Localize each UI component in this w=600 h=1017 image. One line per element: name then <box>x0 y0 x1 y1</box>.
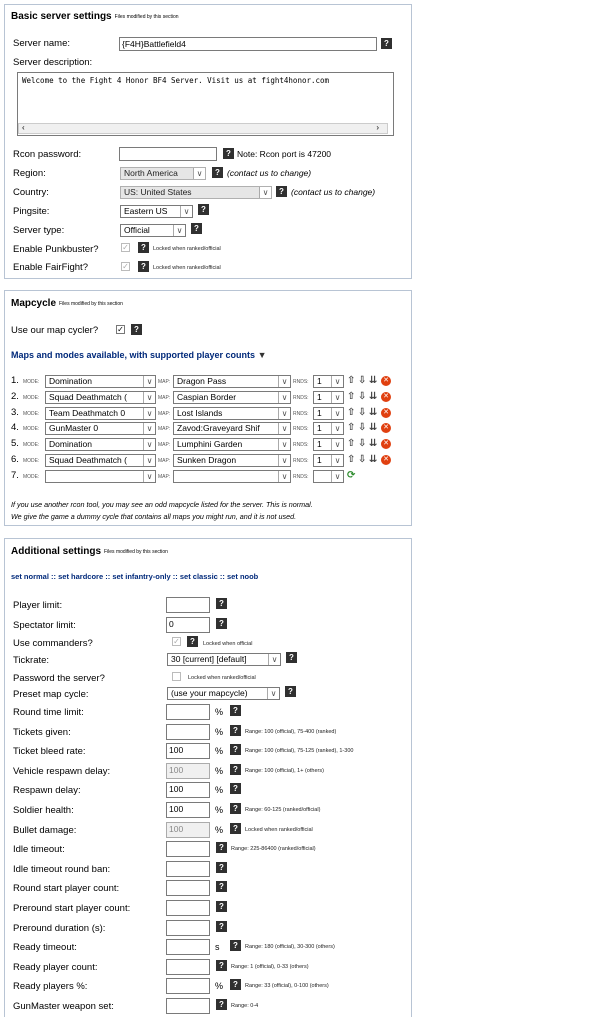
additional-settings-panel <box>4 538 412 1017</box>
ready-timeout-input[interactable] <box>166 939 210 955</box>
mode-label: MODE: <box>23 473 40 480</box>
idle-ban-input[interactable] <box>166 861 210 877</box>
mapcycle-title: Mapcycle Files modified by this section <box>11 298 123 309</box>
bullet-damage-note: Locked when ranked/official <box>245 826 313 833</box>
row-number: 2. <box>11 390 19 402</box>
delete-icon[interactable]: ✕ <box>381 455 391 465</box>
tickets-label: Tickets given: <box>13 726 71 738</box>
delete-icon[interactable]: ✕ <box>381 376 391 386</box>
map-label: MAP: <box>158 379 171 385</box>
idle-ban-label: Idle timeout round ban: <box>13 863 111 875</box>
round-time-label: Round time limit: <box>13 707 84 718</box>
bullet-damage-label: Bullet damage: <box>13 824 77 836</box>
round-time-input[interactable] <box>166 704 210 720</box>
punkbuster-label: Enable Punkbuster? <box>13 244 99 255</box>
idle-timeout-input[interactable] <box>166 841 210 857</box>
use-cycler-label: Use our map cycler? <box>11 325 99 336</box>
move-bottom-icon[interactable]: ⇊ <box>369 438 378 450</box>
help-icon[interactable]: ? <box>131 324 142 335</box>
fairfight-note: Locked when ranked/official <box>153 265 221 271</box>
help-icon[interactable]: ? <box>230 705 241 716</box>
bleed-input[interactable]: 100 <box>166 743 210 759</box>
move-top-icon[interactable]: ⇧ <box>347 406 356 418</box>
mode-select[interactable]: GunMaster 0 ∨ <box>45 422 156 435</box>
map-label: MAP: <box>158 458 171 464</box>
pingsite-label: Pingsite: <box>13 206 50 217</box>
row-number: 1. <box>11 375 19 386</box>
spectator-limit-input[interactable]: 0 <box>166 617 210 633</box>
move-down-icon[interactable]: ⇩ <box>358 438 367 450</box>
fairfight-label: Enable FairFight? <box>13 262 88 273</box>
idle-timeout-note: Range: 225-86400 (ranked/official) <box>231 846 316 853</box>
fairfight-checkbox: ✓ <box>122 262 129 271</box>
help-icon[interactable]: ? <box>230 940 241 951</box>
region-note: (contact us to change) <box>227 168 312 178</box>
mode-label: MODE: <box>23 379 40 385</box>
delete-icon[interactable]: ✕ <box>381 392 391 402</box>
help-icon[interactable]: ? <box>230 764 241 775</box>
mapcycle-row <box>5 375 405 389</box>
rounds-select[interactable]: 1 ∨ <box>313 422 344 435</box>
map-select[interactable] <box>173 470 291 483</box>
help-icon[interactable]: ? <box>223 148 234 159</box>
bleed-label: Ticket bleed rate: <box>13 746 86 758</box>
help-icon[interactable]: ? <box>138 242 149 253</box>
pingsite-select[interactable]: Eastern US ∨ <box>120 205 193 218</box>
move-bottom-icon[interactable]: ⇊ <box>369 390 378 402</box>
scroll-right-icon[interactable]: › <box>376 123 379 132</box>
rcon-label: Rcon password: <box>13 149 82 160</box>
help-icon[interactable]: ? <box>216 881 227 892</box>
help-icon[interactable]: ? <box>216 618 227 629</box>
bullet-damage-unit: % <box>215 824 224 835</box>
ready-percent-note: Range: 33 (official), 0-100 (others) <box>245 983 329 990</box>
use-cycler-checkbox[interactable]: ✓ <box>117 325 124 334</box>
rounds-label: RNDS: <box>293 442 309 449</box>
rounds-select[interactable]: 1 ∨ <box>313 375 344 388</box>
country-note: (contact us to change) <box>291 187 376 197</box>
round-start-label: Round start player count: <box>13 883 120 895</box>
help-icon[interactable]: ? <box>191 223 202 234</box>
tickets-note: Range: 100 (official), 75-400 (ranked) <box>245 728 337 735</box>
server-type-select[interactable]: Official ∨ <box>120 224 186 237</box>
move-bottom-icon[interactable]: ⇊ <box>369 454 378 465</box>
delete-icon[interactable]: ✕ <box>381 439 391 449</box>
move-down-icon[interactable]: ⇩ <box>358 406 367 418</box>
help-icon[interactable]: ? <box>216 842 227 853</box>
move-top-icon[interactable]: ⇧ <box>347 390 356 402</box>
respawn-unit: % <box>215 785 224 796</box>
move-down-icon[interactable]: ⇩ <box>358 390 367 402</box>
mapcycle-footnote-2: We give the game a dummy cycle that contains all maps you might run, and it is not used. <box>11 512 297 521</box>
help-icon[interactable]: ? <box>285 686 296 697</box>
mode-select[interactable]: Domination ∨ <box>45 375 156 388</box>
mode-select[interactable]: Domination ∨ <box>45 438 156 451</box>
map-select[interactable]: Caspian Border ∨ <box>173 391 291 404</box>
ready-timeout-note: Range: 180 (official), 30-300 (others) <box>245 944 335 951</box>
rounds-select[interactable]: 1 ∨ <box>313 391 344 404</box>
mode-label: MODE: <box>23 458 40 464</box>
soldier-health-label: Soldier health: <box>13 805 74 816</box>
rounds-select[interactable] <box>313 470 344 483</box>
basic-settings-panel <box>4 4 412 279</box>
ready-count-note: Range: 1 (official), 0-33 (others) <box>231 963 309 970</box>
preround-duration-label: Preround duration (s): <box>13 922 106 934</box>
ready-count-label: Ready player count: <box>13 961 98 973</box>
vehicle-respawn-label: Vehicle respawn delay: <box>13 765 111 777</box>
map-label: MAP: <box>158 442 171 449</box>
mode-label: MODE: <box>23 410 40 417</box>
punkbuster-note: Locked when ranked/official <box>153 246 221 252</box>
player-limit-label: Player limit: <box>13 600 63 611</box>
gunmaster-set-input[interactable] <box>166 998 210 1014</box>
rounds-select[interactable]: 1 ∨ <box>313 454 344 467</box>
delete-icon[interactable]: ✕ <box>381 423 391 433</box>
rounds-label: RNDS: <box>293 473 309 480</box>
set-noob-link[interactable]: set noob <box>227 572 259 581</box>
rounds-label: RNDS: <box>293 394 309 401</box>
spectator-limit-label: Spectator limit: <box>13 620 76 631</box>
ready-percent-label: Ready players %: <box>13 981 88 993</box>
help-icon[interactable]: ? <box>216 598 227 609</box>
ready-count-input[interactable] <box>166 959 210 975</box>
maps-modes-link[interactable]: Maps and modes available, with supported player counts ▼ <box>11 350 267 360</box>
move-down-icon[interactable]: ⇩ <box>358 375 367 386</box>
commanders-note: Locked when official <box>203 641 253 647</box>
move-top-icon[interactable]: ⇧ <box>347 422 356 434</box>
rounds-label: RNDS: <box>293 458 309 464</box>
soldier-health-input[interactable]: 100 <box>166 802 210 818</box>
delete-icon[interactable]: ✕ <box>381 408 391 418</box>
help-icon[interactable]: ? <box>198 204 209 215</box>
respawn-label: Respawn delay: <box>13 785 81 797</box>
row-number: 6. <box>11 454 19 465</box>
set-infantry-only-link[interactable]: set infantry-only <box>112 572 171 581</box>
row-number: 4. <box>11 422 19 434</box>
round-start-input[interactable] <box>166 880 210 896</box>
tickrate-label: Tickrate: <box>13 655 50 666</box>
help-icon[interactable]: ? <box>381 38 392 49</box>
rounds-select[interactable]: 1 ∨ <box>313 438 344 451</box>
rounds-select[interactable]: 1 ∨ <box>313 407 344 420</box>
mapcycle-row <box>5 407 405 421</box>
server-name-input[interactable]: {F4H}Battlefield4 <box>119 37 377 51</box>
mode-label: MODE: <box>23 442 40 449</box>
vehicle-respawn-unit: % <box>215 765 224 776</box>
mode-label: MODE: <box>23 394 40 401</box>
row-number: 5. <box>11 438 19 450</box>
help-icon[interactable]: ? <box>286 652 297 663</box>
mapcycle-footnote-1: If you use another rcon tool, you may see an odd mapcycle listed for the server. This is normal. <box>11 500 313 509</box>
round-time-unit: % <box>215 707 224 717</box>
move-bottom-icon[interactable]: ⇊ <box>369 422 378 434</box>
map-select[interactable]: Zavod:Graveyard Shif ∨ <box>173 422 291 435</box>
mapcycle-row <box>5 391 405 405</box>
move-down-icon[interactable]: ⇩ <box>358 422 367 434</box>
help-icon[interactable]: ? <box>212 167 223 178</box>
respawn-input[interactable]: 100 <box>166 782 210 798</box>
country-select: US: United States ∨ <box>120 186 272 199</box>
bleed-note: Range: 100 (official), 75-125 (ranked), 1-300 <box>245 748 354 755</box>
rcon-password-input[interactable] <box>119 147 217 161</box>
help-icon[interactable]: ? <box>216 901 227 912</box>
help-icon[interactable]: ? <box>187 636 198 647</box>
preset-map-label: Preset map cycle: <box>13 689 89 700</box>
player-limit-input[interactable] <box>166 597 210 613</box>
move-top-icon[interactable]: ⇧ <box>347 438 356 450</box>
mode-select[interactable]: Team Deathmatch 0 ∨ <box>45 407 156 420</box>
password-label: Password the server? <box>13 673 105 684</box>
preset-links: set normal :: set hardcore :: set infantry-only :: set classic :: set noob <box>11 572 259 581</box>
help-icon[interactable]: ? <box>276 186 287 197</box>
idle-timeout-label: Idle timeout: <box>13 844 65 856</box>
help-icon[interactable]: ? <box>230 979 241 990</box>
mapcycle-row <box>5 422 405 436</box>
move-top-icon[interactable]: ⇧ <box>347 454 356 465</box>
map-select[interactable]: Sunken Dragon ∨ <box>173 454 291 467</box>
help-icon[interactable]: ? <box>230 725 241 736</box>
preround-start-input[interactable] <box>166 900 210 916</box>
set-hardcore-link[interactable]: set hardcore <box>58 572 104 581</box>
help-icon[interactable]: ? <box>138 261 149 272</box>
preround-start-label: Preround start player count: <box>13 903 131 914</box>
map-label: MAP: <box>158 410 171 417</box>
mapcycle-row <box>5 454 405 468</box>
password-note: Locked when ranked/official <box>188 675 256 681</box>
basic-settings-title: Basic server settings Files modified by this section <box>11 11 179 22</box>
rounds-label: RNDS: <box>293 426 309 433</box>
map-label: MAP: <box>158 426 171 433</box>
move-top-icon[interactable]: ⇧ <box>347 375 356 386</box>
gunmaster-set-note: Range: 0-4 <box>231 1003 259 1009</box>
rcon-note: Note: Rcon port is 47200 <box>237 149 332 159</box>
move-down-icon[interactable]: ⇩ <box>358 454 367 465</box>
mode-select[interactable]: Squad Deathmatch ( ∨ <box>45 391 156 404</box>
server-type-label: Server type: <box>13 225 65 236</box>
map-select[interactable]: Lumphini Garden ∨ <box>173 438 291 451</box>
vehicle-respawn-note: Range: 100 (official), 1+ (others) <box>245 767 324 774</box>
help-icon[interactable]: ? <box>230 783 241 794</box>
help-icon[interactable]: ? <box>216 960 227 971</box>
set-normal-link[interactable]: set normal <box>11 572 49 581</box>
server-desc-textarea[interactable]: Welcome to the Fight 4 Honor BF4 Server. Visit us at fight4honor.com <box>17 72 394 136</box>
commanders-checkbox: ✓ <box>173 637 180 646</box>
help-icon[interactable]: ? <box>230 744 241 755</box>
gunmaster-set-label: GunMaster weapon set: <box>13 1001 114 1012</box>
help-icon[interactable]: ? <box>216 921 227 932</box>
desc-scrollbar[interactable] <box>18 123 388 134</box>
ready-percent-unit: % <box>215 981 224 992</box>
password-checkbox <box>172 672 181 681</box>
region-select: North America ∨ <box>120 167 206 180</box>
soldier-health-note: Range: 60-125 (ranked/official) <box>245 807 321 813</box>
move-bottom-icon[interactable]: ⇊ <box>369 375 378 386</box>
soldier-health-unit: % <box>215 805 224 815</box>
server-name-label: Server name: <box>13 38 71 49</box>
tickrate-select[interactable]: 30 [current] [default] ∨ <box>167 653 281 666</box>
commanders-label: Use commanders? <box>13 638 93 649</box>
set-classic-link[interactable]: set classic <box>179 572 218 581</box>
ready-percent-input[interactable] <box>166 978 210 994</box>
preset-map-select[interactable]: (use your mapcycle) ∨ <box>167 687 280 700</box>
country-label: Country: <box>13 187 49 198</box>
map-label: MAP: <box>158 473 171 480</box>
mode-select[interactable] <box>45 470 156 483</box>
map-select[interactable]: Lost Islands ∨ <box>173 407 291 420</box>
triangle-down-icon: ▼ <box>257 350 267 360</box>
bullet-damage-input: 100 <box>166 822 210 838</box>
tickets-input[interactable] <box>166 724 210 740</box>
row-number: 7. <box>11 469 19 481</box>
mapcycle-panel <box>4 290 412 526</box>
mapcycle-row <box>5 438 405 452</box>
rounds-label: RNDS: <box>293 410 309 417</box>
help-icon[interactable]: ? <box>230 823 241 834</box>
region-label: Region: <box>13 168 46 179</box>
ready-timeout-unit: s <box>215 942 220 953</box>
scroll-left-icon[interactable]: ‹ <box>22 123 25 132</box>
row-number: 3. <box>11 406 19 418</box>
ready-timeout-label: Ready timeout: <box>13 942 77 954</box>
help-icon[interactable]: ? <box>216 862 227 873</box>
mode-select[interactable]: Squad Deathmatch ( ∨ <box>45 454 156 467</box>
server-desc-label: Server description: <box>13 57 93 68</box>
refresh-icon[interactable]: ⟳ <box>347 469 356 481</box>
preround-duration-input[interactable] <box>166 920 210 936</box>
mode-label: MODE: <box>23 426 40 433</box>
map-select[interactable]: Dragon Pass ∨ <box>173 375 291 388</box>
help-icon[interactable]: ? <box>216 999 227 1010</box>
move-bottom-icon[interactable]: ⇊ <box>369 406 378 418</box>
rounds-label: RNDS: <box>293 379 309 385</box>
mapcycle-row <box>5 470 405 484</box>
tickets-unit: % <box>215 726 224 737</box>
additional-settings-title: Additional settings Files modified by this section <box>11 546 168 557</box>
vehicle-respawn-input: 100 <box>166 763 210 779</box>
help-icon[interactable]: ? <box>230 803 241 814</box>
map-label: MAP: <box>158 394 171 401</box>
punkbuster-checkbox: ✓ <box>122 243 129 252</box>
bleed-unit: % <box>215 746 224 757</box>
